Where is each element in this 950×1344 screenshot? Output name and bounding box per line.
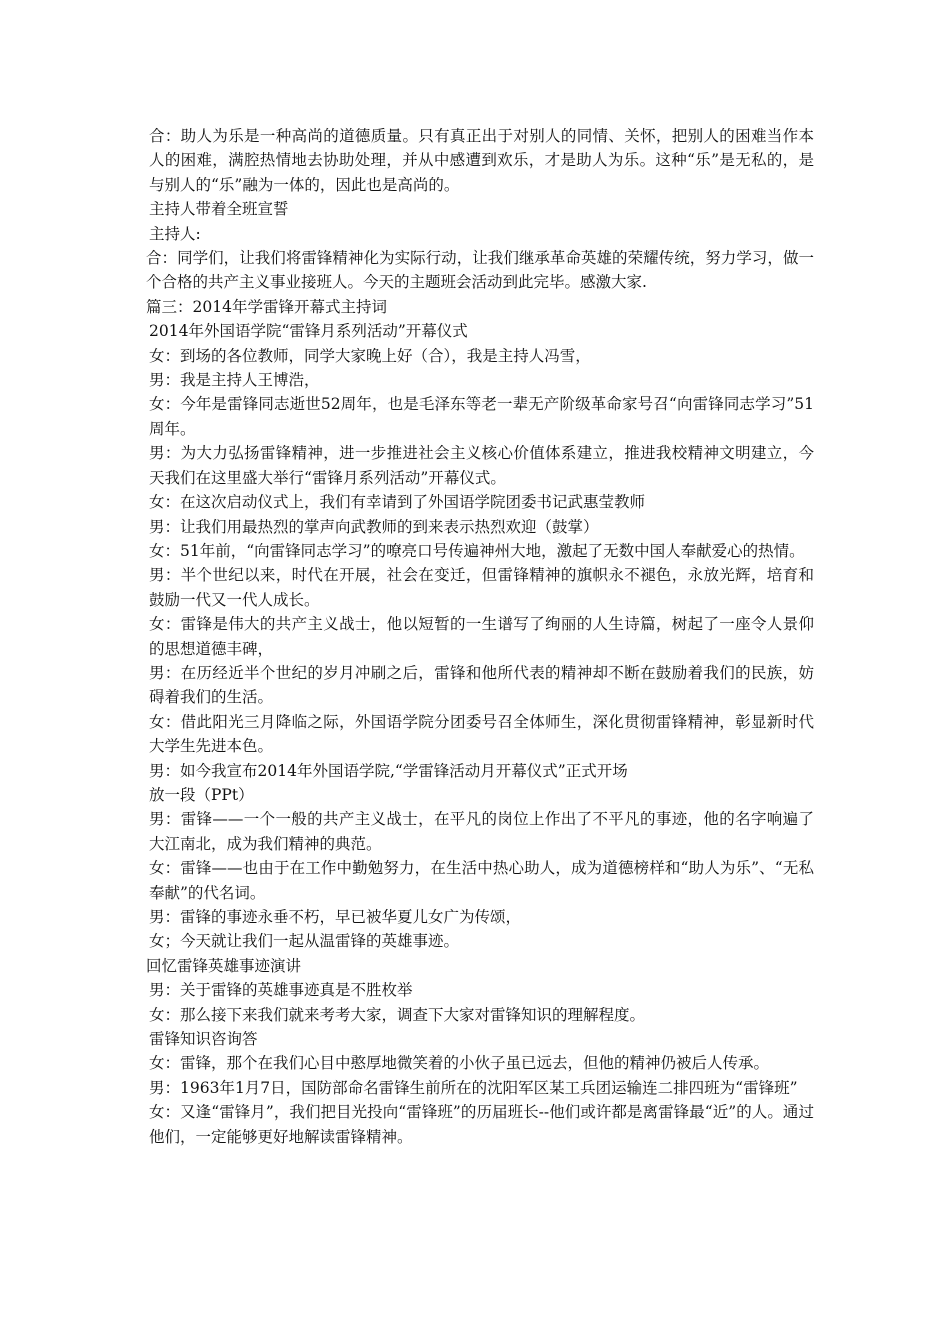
document-paragraph: 女；今天就让我们一起从温雷锋的英雄事迹。 — [149, 932, 460, 951]
document-paragraph: 男：让我们用最热烈的掌声向武教师的到来表示热烈欢迎（鼓掌） — [149, 517, 599, 536]
document-paragraph: 女：雷锋——也由于在工作中勤勉努力，在生活中热心助人，成为道德榜样和“助人为乐”、“无私奉献”的代名词。 — [149, 859, 814, 902]
document-paragraph: 男：1963年1月7日，国防部命名雷锋生前所在的沈阳军区某工兵团运输连二排四班为“雷锋班” — [149, 1078, 798, 1097]
document-paragraph: 合：助人为乐是一种高尚的道德质量。只有真正出于对别人的同情、关怀，把别人的困难当作本人的困难，满腔热情地去协助处理，并从中感遭到欢乐，才是助人为乐。这种“乐”是无私的，是与别人的“乐”融为一体的，因此也是高尚的。 — [149, 127, 814, 194]
document-paragraph: 主持人带着全班宣誓 — [149, 200, 289, 219]
document-paragraph: 女：在这次启动仪式上，我们有幸请到了外国语学院团委书记武惠莹教师 — [149, 493, 646, 512]
document-paragraph: 男：雷锋的事迹永垂不朽，早已被华夏儿女广为传颂， — [149, 908, 522, 926]
document-paragraph: 女：借此阳光三月降临之际，外国语学院分团委号召全体师生，深化贯彻雷锋精神，彰显新时代大学生先进本色。 — [149, 712, 814, 756]
document-paragraph: 男：关于雷锋的英雄事迹真是不胜枚举 — [149, 981, 413, 1000]
document-paragraph: 篇三：2014年学雷锋开幕式主持词 — [146, 297, 387, 316]
document-paragraph: 雷锋知识咨询答 — [149, 1030, 258, 1049]
document-paragraph: 合：同学们，让我们将雷锋精神化为实际行动，让我们继承革命英雄的荣耀传统，努力学习，做一个合格的共产主义事业接班人。今天的主题班会活动到此完毕。感激大家. — [146, 249, 814, 292]
document-paragraph: 女：那么接下来我们就来考考大家，调查下大家对雷锋知识的理解程度。 — [149, 1005, 646, 1024]
document-paragraph: 回忆雷锋英雄事迹演讲 — [146, 956, 302, 975]
document-paragraph: 主持人: — [149, 224, 201, 243]
document-paragraph: 2014年外国语学院“雷锋月系列活动”开幕仪式 — [149, 322, 468, 341]
document-paragraph: 女：51年前，“向雷锋同志学习”的嘹亮口号传遍神州大地，激起了无数中国人奉献爱心的热情。 — [149, 541, 805, 560]
document-paragraph: 放一段（PPt） — [149, 785, 254, 804]
document-paragraph: 女：雷锋是伟大的共产主义战士，他以短暂的一生谱写了绚丽的人生诗篇，树起了一座令人景仰的思想道德丰碑， — [149, 615, 814, 658]
document-paragraph: 男：如今我宣布2014年外国语学院,“学雷锋活动月开幕仪式”正式开场 — [149, 761, 628, 780]
document-paragraph: 女：到场的各位教师，同学大家晚上好（合），我是主持人冯雪， — [149, 346, 591, 365]
document-paragraph: 女：今年是雷锋同志逝世52周年，也是毛泽东等老一辈无产阶级革命家号召“向雷锋同志学习”51周年。 — [149, 395, 814, 438]
document-paragraph: 男：为大力弘扬雷锋精神，进一步推进社会主义核心价值体系建立，推进我校精神文明建立，今天我们在这里盛大举行“雷锋月系列活动”开幕仪式。 — [149, 444, 814, 487]
document-body — [146, 124, 814, 1149]
document-paragraph: 男：半个世纪以来，时代在开展，社会在变迁，但雷锋精神的旗帜永不褪色，永放光辉，培育和鼓励一代又一代人成长。 — [149, 566, 814, 609]
document-paragraph: 男：在历经近半个世纪的岁月冲刷之后，雷锋和他所代表的精神却不断在鼓励着我们的民族，妨碍着我们的生活。 — [149, 663, 814, 707]
document-paragraph: 男：我是主持人王博浩， — [149, 371, 320, 390]
document-paragraph: 女：雷锋，那个在我们心目中憨厚地微笑着的小伙子虽已远去，但他的精神仍被后人传承。 — [149, 1054, 770, 1073]
document-paragraph: 男：雷锋——一个一般的共产主义战士，在平凡的岗位上作出了不平凡的事迹，他的名字响遍了大江南北，成为我们精神的典范。 — [149, 810, 814, 853]
document-paragraph: 女：又逢“雷锋月”，我们把目光投向“雷锋班”的历届班长--他们或许都是离雷锋最“近”的人。通过他们，一定能够更好地解读雷锋精神。 — [149, 1103, 814, 1146]
